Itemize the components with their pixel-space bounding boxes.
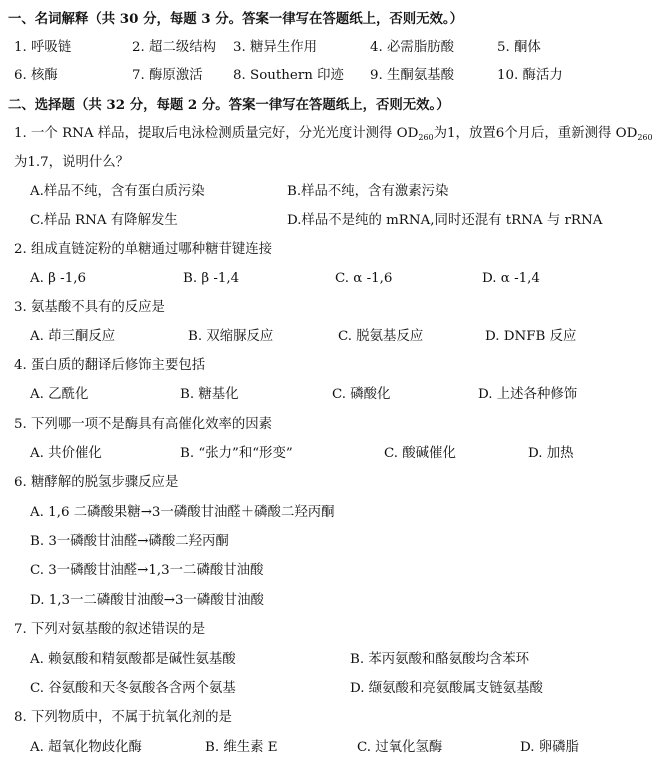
question-5-options: [0, 441, 631, 467]
option-c: C. α -1,6: [335, 271, 393, 286]
term-item: 9. 生酮氨基酸: [370, 68, 454, 83]
question-7-stem: 7. 下列对氨基酸的叙述错误的是: [14, 622, 206, 637]
option-a: A. 1,6 二磷酸果糖→3一磷酸甘油醛＋磷酸二羟丙酮: [30, 505, 335, 520]
term-item: 8. Southern 印迹: [233, 68, 344, 83]
question-1-stem-row: [0, 121, 653, 147]
option-b: B. 糖基化: [180, 387, 239, 402]
question-7-options-row-1: [0, 647, 631, 673]
question-1-options-row-1: [0, 179, 631, 205]
option-b: B. β -1,4: [183, 271, 240, 286]
section1-heading: 一、名词解释（共 30 分，每题 3 分。答案一律写在答题纸上，否则无效。）: [8, 11, 464, 27]
section2-heading: 二、选择题（共 32 分，每题 2 分。答案一律写在答题纸上，否则无效。）: [8, 97, 450, 113]
question-1-options-row-2: [0, 208, 631, 234]
question-1-stem-tail: 为1.7，说明什么？: [14, 155, 130, 170]
option-c: C. 谷氨酸和天冬氨酸各含两个氨基: [30, 681, 236, 696]
option-c: C. 过氧化氢酶: [357, 740, 443, 755]
term-item: 2. 超二级结构: [132, 40, 216, 55]
option-b: B. 3一磷酸甘油醛→磷酸二羟丙酮: [30, 534, 229, 549]
option-b: B. 维生素 E: [205, 740, 278, 755]
question-3-stem: 3. 氨基酸不具有的反应是: [14, 300, 165, 315]
question-8-stem: 8. 下列物质中，不属于抗氧化剂的是: [14, 710, 232, 725]
option-d: D. DNFB 反应: [485, 329, 577, 344]
option-b: B. 苯丙氨酸和酪氨酸均含苯环: [350, 652, 530, 667]
option-a: A. 茚三酮反应: [30, 329, 116, 344]
question-5-stem: 5. 下列哪一项不是酶具有高催化效率的因素: [14, 417, 273, 432]
option-b: B. “张力”和“形变”: [180, 446, 293, 461]
question-6-option-b-row: [0, 529, 631, 555]
option-a: A. β -1,6: [30, 271, 87, 286]
question-4-stem-row: [0, 353, 631, 379]
question-5-stem-row: [0, 412, 631, 438]
question-8-options: [0, 735, 631, 761]
section1-heading-row: [0, 6, 631, 32]
option-c: C. 脱氨基反应: [338, 329, 424, 344]
question-6-option-c-row: [0, 558, 631, 584]
option-d: D. 卵磷脂: [520, 740, 579, 755]
option-d: D. 缬氨酸和亮氨酸属支链氨基酸: [350, 681, 543, 696]
question-6-stem-row: [0, 470, 631, 496]
question-4-stem: 4. 蛋白质的翻译后修饰主要包括: [14, 358, 206, 373]
question-6-option-a-row: [0, 500, 631, 526]
question-3-options: [0, 324, 631, 350]
option-c: C. 3一磷酸甘油醛→1,3一二磷酸甘油酸: [30, 563, 264, 578]
option-a: A. 共价催化: [30, 446, 102, 461]
option-a: A. 赖氨酸和精氨酸都是碱性氨基酸: [30, 652, 236, 667]
option-c: C. 磷酸化: [332, 387, 391, 402]
option-a: A. 超氧化物歧化酶: [30, 740, 142, 755]
terms-row-1: [0, 35, 631, 61]
section2-heading-row: [0, 92, 631, 118]
question-1-stem-cont: [0, 150, 631, 176]
question-7-stem-row: [0, 617, 631, 643]
option-d: D. 加热: [528, 446, 574, 461]
option-a: A. 乙酰化: [30, 387, 89, 402]
terms-row-2: [0, 63, 631, 89]
question-3-stem-row: [0, 295, 631, 321]
question-2-stem-row: [0, 237, 631, 263]
term-item: 3. 糖异生作用: [233, 40, 317, 55]
option-d: D.样品不是纯的 mRNA,同时还混有 tRNA 与 rRNA: [287, 213, 603, 228]
option-a: A.样品不纯，含有蛋白质污染: [30, 184, 205, 199]
term-item: 1. 呼吸链: [14, 40, 72, 55]
question-6-stem: 6. 糖酵解的脱氢步骤反应是: [14, 475, 179, 490]
term-item: 6. 核酶: [14, 68, 58, 83]
option-d: D. 1,3一二磷酸甘油酸→3一磷酸甘油酸: [30, 593, 264, 608]
question-7-options-row-2: [0, 676, 631, 702]
term-item: 4. 必需脂肪酸: [370, 40, 454, 55]
term-item: 10. 酶活力: [497, 68, 563, 83]
option-c: C. 酸碱催化: [384, 446, 456, 461]
question-2-options: [0, 266, 631, 292]
term-item: 5. 酮体: [497, 40, 541, 55]
term-item: 7. 酶原激活: [132, 68, 203, 83]
question-4-options: [0, 382, 631, 408]
question-8-stem-row: [0, 705, 631, 731]
question-2-stem: 2. 组成直链淀粉的单糖通过哪种糖苷键连接: [14, 242, 273, 257]
option-b: B.样品不纯，含有激素污染: [287, 184, 449, 199]
question-1-stem: 1. 一个 RNA 样品，提取后电泳检测质量完好，分光光度计测得 $OD_{260}$为1，放置6个月后，重新测得 $OD_{260}$: [14, 126, 653, 142]
question-6-option-d-row: [0, 588, 631, 614]
option-d: D. α -1,4: [482, 271, 540, 286]
option-c: C.样品 RNA 有降解发生: [30, 213, 178, 228]
option-b: B. 双缩脲反应: [188, 329, 274, 344]
option-d: D. 上述各种修饰: [478, 387, 578, 402]
